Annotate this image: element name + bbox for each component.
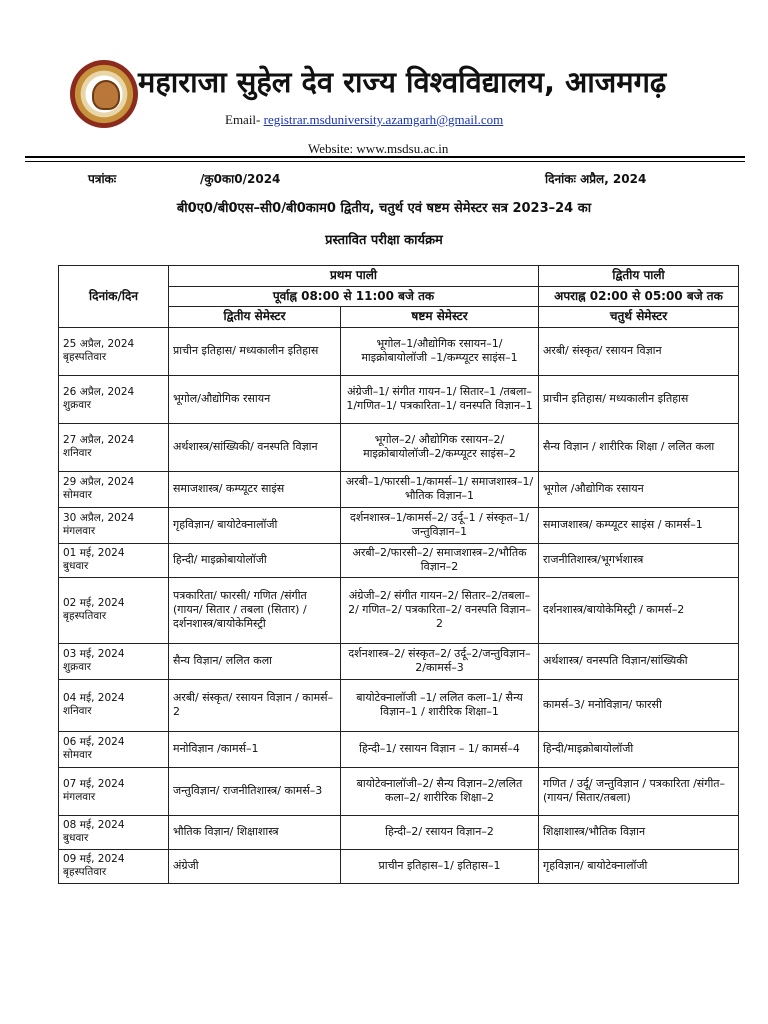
website-line: Website: www.msdsu.ac.in: [308, 141, 449, 156]
sem4-cell: अरबी/ संस्कृत/ रसायन विज्ञान: [539, 327, 739, 375]
first-shift-header: प्रथम पाली: [169, 266, 539, 287]
sem2-cell: सैन्य विज्ञान/ ललित कला: [169, 643, 341, 679]
sem6-cell: भूगोल–2/ औद्योगिक रसायन–2/ माइक्रोबायोलॉजी–2/कम्प्यूटर साइंस–2: [341, 423, 539, 471]
sem6-cell: भूगोल–1/औद्योगिक रसायन–1/ माइक्रोबायोलॉजी –1/कम्प्यूटर साइंस–1: [341, 327, 539, 375]
sem6-cell: बायोटेक्नालॉजी –1/ ललित कला–1/ सैन्य विज्ञान–1 / शारीरिक शिक्षा–1: [341, 679, 539, 731]
day-text: शनिवार: [63, 705, 92, 718]
day-text: बृहस्पतिवार: [63, 351, 107, 364]
date-text: 25 अप्रैल, 2024: [63, 337, 135, 350]
university-title: महाराजा सुहेल देव राज्य विश्वविद्यालय, आजमगढ़: [138, 65, 667, 99]
table-row: [59, 375, 739, 423]
sem6-cell: अंग्रेजी–2/ संगीत गायन–2/ सितार–2/तबला–2/ गणित–2/ पत्रकारिता–2/ वनस्पति विज्ञान–2: [341, 577, 539, 643]
sem4-header: चतुर्थ सेमेस्टर: [539, 307, 739, 328]
date-text: 26 अप्रैल, 2024: [63, 385, 135, 398]
patrank-label: पत्रांकः: [88, 172, 117, 186]
sem4-cell: हिन्दी/माइक्रोबायोलॉजी: [539, 731, 739, 767]
day-text: सोमवार: [63, 749, 92, 762]
date-cell: [59, 375, 169, 423]
first-shift-time: पूर्वाह्न 08:00 से 11:00 बजे तक: [169, 286, 539, 307]
sem2-cell: भौतिक विज्ञान/ शिक्षाशास्त्र: [169, 815, 341, 849]
table-row: [59, 543, 739, 577]
day-text: शुक्रवार: [63, 661, 92, 674]
day-text: बृहस्पतिवार: [63, 866, 107, 879]
date-cell: [59, 767, 169, 815]
table-row: [59, 767, 739, 815]
date-cell: [59, 471, 169, 507]
table-row: [59, 815, 739, 849]
sem2-cell: पत्रकारिता/ फारसी/ गणित /संगीत (गायन/ सितार / तबला (सितार) / दर्शनशास्त्र/बायोकेमिस्ट्री: [169, 577, 341, 643]
table-row: [59, 679, 739, 731]
sem6-cell: हिन्दी–2/ रसायन विज्ञान–2: [341, 815, 539, 849]
date-text: 29 अप्रैल, 2024: [63, 475, 135, 488]
date-line: दिनांकः अप्रैल, 2024: [545, 172, 647, 186]
sem4-cell: गणित / उर्दू/ जन्तुविज्ञान / पत्रकारिता /संगीत– (गायन/ सितार/तबला): [539, 767, 739, 815]
table-row: [59, 471, 739, 507]
sem4-cell: गृहविज्ञान/ बायोटेक्नालॉजी: [539, 849, 739, 883]
day-text: मंगलवार: [63, 525, 96, 538]
day-text: बुधवार: [63, 832, 89, 845]
date-cell: [59, 643, 169, 679]
exam-schedule-table: [58, 265, 739, 884]
date-text: 02 मई, 2024: [63, 596, 125, 609]
sem4-cell: समाजशास्त्र/ कम्प्यूटर साइंस / कामर्स–1: [539, 507, 739, 543]
sem4-cell: शिक्षाशास्त्र/भौतिक विज्ञान: [539, 815, 739, 849]
email-label: Email-: [225, 112, 261, 127]
email-link[interactable]: registrar.msduniversity.azamgarh@gmail.com: [263, 112, 504, 127]
table-row: [59, 423, 739, 471]
day-text: बृहस्पतिवार: [63, 610, 107, 623]
table-row: [59, 643, 739, 679]
date-cell: [59, 679, 169, 731]
sem2-cell: अरबी/ संस्कृत/ रसायन विज्ञान / कामर्स–2: [169, 679, 341, 731]
sem6-cell: दर्शनशास्त्र–2/ संस्कृत–2/ उर्दू–2/जन्तुविज्ञान–2/कामर्स–3: [341, 643, 539, 679]
table-row: [59, 577, 739, 643]
sem2-cell: गृहविज्ञान/ बायोटेक्नालॉजी: [169, 507, 341, 543]
sem6-cell: दर्शनशास्त्र–1/कामर्स–2/ उर्दू–1 / संस्कृत–1/जन्तुविज्ञान–1: [341, 507, 539, 543]
second-shift-time: अपराह्न 02:00 से 05:00 बजे तक: [539, 286, 739, 307]
sem2-cell: जन्तुविज्ञान/ राजनीतिशास्त्र/ कामर्स–3: [169, 767, 341, 815]
lamp-icon: [92, 80, 120, 110]
date-cell: [59, 731, 169, 767]
sem2-cell: हिन्दी/ माइक्रोबायोलॉजी: [169, 543, 341, 577]
day-text: बुधवार: [63, 560, 89, 573]
table-row: [59, 327, 739, 375]
sem6-cell: अरबी–1/फारसी–1/कामर्स–1/ समाजशास्त्र–1/ भौतिक विज्ञान–1: [341, 471, 539, 507]
date-text: 01 मई, 2024: [63, 546, 125, 559]
sem6-cell: अरबी–2/फारसी–2/ समाजशास्त्र–2/भौतिक विज्ञान–2: [341, 543, 539, 577]
sem2-cell: अर्थशास्त्र/सांख्यिकी/ वनस्पति विज्ञान: [169, 423, 341, 471]
sem6-cell: हिन्दी–1/ रसायन विज्ञान – 1/ कामर्स–4: [341, 731, 539, 767]
sem2-cell: मनोविज्ञान /कामर्स–1: [169, 731, 341, 767]
sem2-cell: अंग्रेजी: [169, 849, 341, 883]
date-cell: [59, 507, 169, 543]
table-row: [59, 731, 739, 767]
sem4-cell: कामर्स–3/ मनोविज्ञान/ फारसी: [539, 679, 739, 731]
sem4-cell: राजनीतिशास्त्र/भूगर्भशास्त्र: [539, 543, 739, 577]
table-row: [59, 849, 739, 883]
second-shift-header: द्वितीय पाली: [539, 266, 739, 287]
date-day-header: दिनांक/दिन: [59, 266, 169, 328]
email-line: [225, 112, 503, 128]
sem2-cell: समाजशास्त्र/ कम्प्यूटर साइंस: [169, 471, 341, 507]
date-cell: [59, 815, 169, 849]
sem4-cell: सैन्य विज्ञान / शारीरिक शिक्षा / ललित कला: [539, 423, 739, 471]
sem2-header: द्वितीय सेमेस्टर: [169, 307, 341, 328]
date-text: 27 अप्रैल, 2024: [63, 433, 135, 446]
date-cell: [59, 423, 169, 471]
date-cell: [59, 577, 169, 643]
sem6-cell: अंग्रेजी–1/ संगीत गायन–1/ सितार–1 /तबला–1/गणित–1/ पत्रकारिता–1/ वनस्पति विज्ञान–1: [341, 375, 539, 423]
sem4-cell: अर्थशास्त्र/ वनस्पति विज्ञान/सांख्यिकी: [539, 643, 739, 679]
sem4-cell: दर्शनशास्त्र/बायोकेमिस्ट्री / कामर्स–2: [539, 577, 739, 643]
sem2-cell: भूगोल/औद्योगिक रसायन: [169, 375, 341, 423]
university-logo: [70, 60, 138, 128]
patrank-number: /कु0का0/2024: [200, 172, 281, 186]
day-text: शुक्रवार: [63, 399, 92, 412]
header-rule-thin: [25, 161, 745, 162]
date-text: 03 मई, 2024: [63, 647, 125, 660]
date-cell: [59, 543, 169, 577]
date-text: 08 मई, 2024: [63, 818, 125, 831]
date-text: 04 मई, 2024: [63, 691, 125, 704]
sem6-header: षष्टम सेमेस्टर: [341, 307, 539, 328]
date-text: 06 मई, 2024: [63, 735, 125, 748]
notice-subheading: प्रस्तावित परीक्षा कार्यक्रम: [325, 233, 443, 248]
date-cell: [59, 849, 169, 883]
date-text: 09 मई, 2024: [63, 852, 125, 865]
date-text: 30 अप्रैल, 2024: [63, 511, 135, 524]
notice-heading: बी0ए0/बी0एस–सी0/बी0काम0 द्वितीय, चतुर्थ एवं षष्टम सेमेस्टर सत्र 2023–24 का: [176, 201, 592, 216]
sem4-cell: प्राचीन इतिहास/ मध्यकालीन इतिहास: [539, 375, 739, 423]
table-row: [59, 507, 739, 543]
sem2-cell: प्राचीन इतिहास/ मध्यकालीन इतिहास: [169, 327, 341, 375]
day-text: मंगलवार: [63, 791, 96, 804]
sem6-cell: बायोटेक्नालॉजी–2/ सैन्य विज्ञान–2/ललित कला–2/ शारीरिक शिक्षा–2: [341, 767, 539, 815]
day-text: शनिवार: [63, 447, 92, 460]
date-cell: [59, 327, 169, 375]
date-text: 07 मई, 2024: [63, 777, 125, 790]
day-text: सोमवार: [63, 489, 92, 502]
sem4-cell: भूगोल /औद्योगिक रसायन: [539, 471, 739, 507]
header-rule: [25, 156, 745, 158]
sem6-cell: प्राचीन इतिहास–1/ इतिहास–1: [341, 849, 539, 883]
